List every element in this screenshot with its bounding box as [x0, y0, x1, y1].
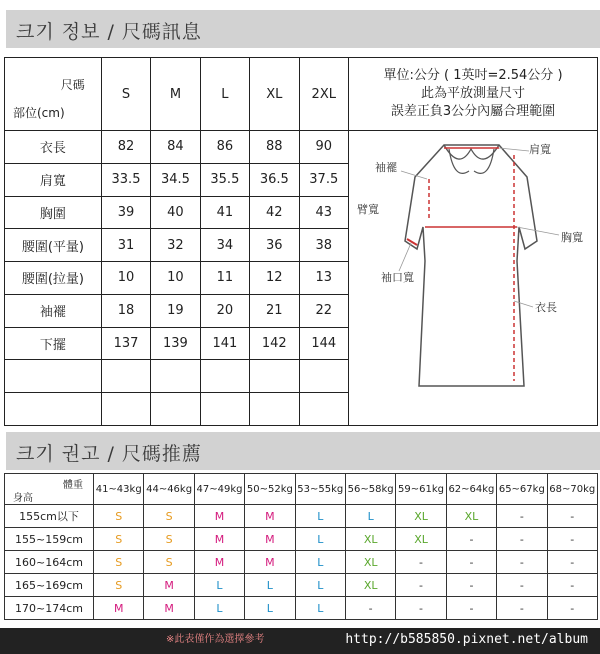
section-title: 크기 정보 / 尺碼訊息: [16, 21, 202, 43]
size-recommendation: -: [396, 551, 446, 574]
corner-weight-label: 體重: [63, 480, 83, 491]
size-recommendation: -: [446, 597, 496, 620]
length-leader: [514, 301, 533, 307]
corner-size-label: 尺碼: [60, 78, 85, 92]
collar: [444, 145, 499, 159]
size-recommendation: L: [295, 597, 345, 620]
part-label: 胸圍: [5, 196, 102, 229]
chest-label: 胸寬: [561, 231, 583, 244]
length-label: 衣長: [535, 301, 557, 314]
empty-cell: [5, 393, 102, 426]
size-recommendation: XL: [396, 528, 446, 551]
size-value: 32: [151, 229, 200, 262]
size-value: 35.5: [200, 163, 249, 196]
note-line: 單位:公分 ( 1英吋=2.54公分 ): [383, 68, 563, 83]
size-recommendation: XL: [345, 528, 395, 551]
size-recommendation: S: [144, 528, 194, 551]
size-recommendation: M: [144, 597, 194, 620]
size-value: 90: [299, 131, 348, 164]
size-recommendation: -: [547, 505, 597, 528]
size-header: L: [200, 58, 249, 131]
size-value: 41: [200, 196, 249, 229]
footer-note: ※此表僅作為選擇參考: [166, 634, 265, 645]
footer-bar: [0, 628, 600, 654]
size-recommendation: -: [497, 551, 547, 574]
empty-cell: [250, 360, 299, 393]
size-recommendation: M: [194, 505, 244, 528]
section-banner-size-info: [6, 10, 600, 48]
height-label: 170~174cm: [5, 597, 94, 620]
size-recommendation: -: [547, 528, 597, 551]
empty-cell: [200, 360, 249, 393]
size-value: 39: [101, 196, 150, 229]
garment-diagram-cell: [349, 131, 598, 426]
arm-label: 臂寬: [357, 203, 379, 216]
size-value: 86: [200, 131, 249, 164]
size-recommendation: L: [295, 505, 345, 528]
size-value: 33.5: [101, 163, 150, 196]
size-value: 137: [101, 327, 150, 360]
size-value: 139: [151, 327, 200, 360]
size-recommendation: S: [94, 574, 144, 597]
size-recommendation: -: [396, 574, 446, 597]
size-value: 36: [250, 229, 299, 262]
size-header: M: [151, 58, 200, 131]
corner-part-label: 部位(cm): [13, 106, 65, 120]
empty-cell: [101, 360, 150, 393]
size-recommend-table: [4, 473, 598, 620]
table-row: [5, 131, 598, 164]
size-value: 142: [250, 327, 299, 360]
empty-cell: [250, 393, 299, 426]
weight-header: 65~67kg: [497, 474, 547, 505]
size-value: 10: [151, 262, 200, 295]
size-recommendation: XL: [446, 505, 496, 528]
height-label: 155~159cm: [5, 528, 94, 551]
size-recommendation: -: [446, 528, 496, 551]
sleeve-label: 袖襬: [375, 161, 397, 174]
size-info-table: [4, 57, 598, 426]
empty-cell: [5, 360, 102, 393]
size-value: 19: [151, 294, 200, 327]
size-value: 34.5: [151, 163, 200, 196]
size-recommendation: L: [245, 574, 295, 597]
part-label: 腰圍(平量): [5, 229, 102, 262]
weight-header: 41~43kg: [94, 474, 144, 505]
empty-cell: [151, 393, 200, 426]
size-recommendation: S: [94, 528, 144, 551]
size-recommendation: L: [295, 528, 345, 551]
size-value: 13: [299, 262, 348, 295]
note-line: 誤差正負3公分內屬合理範圍: [390, 104, 556, 119]
corner-height-label: 身高: [13, 493, 33, 504]
size-value: 141: [200, 327, 249, 360]
measurement-note: [349, 58, 598, 131]
table-row: [5, 597, 598, 620]
size-recommendation: M: [144, 574, 194, 597]
size-recommendation: L: [345, 505, 395, 528]
size-recommendation: XL: [345, 551, 395, 574]
weight-header: 53~55kg: [295, 474, 345, 505]
part-label: 袖襬: [5, 294, 102, 327]
size-value: 20: [200, 294, 249, 327]
size-recommendation: -: [547, 597, 597, 620]
size-value: 11: [200, 262, 249, 295]
size-recommendation: -: [497, 505, 547, 528]
size-recommendation: M: [194, 528, 244, 551]
weight-header: 68~70kg: [547, 474, 597, 505]
size-recommendation: -: [497, 597, 547, 620]
section-banner-size-recommend: [6, 432, 600, 470]
empty-cell: [299, 393, 348, 426]
size-recommendation: S: [94, 551, 144, 574]
size-value: 21: [250, 294, 299, 327]
size-recommendation: L: [295, 551, 345, 574]
size-recommendation: M: [245, 551, 295, 574]
size-value: 40: [151, 196, 200, 229]
size-recommendation: S: [94, 505, 144, 528]
part-label: 腰圍(拉量): [5, 262, 102, 295]
size-recommendation: L: [295, 574, 345, 597]
table-row: [5, 574, 598, 597]
size-value: 18: [101, 294, 150, 327]
size-recommendation: -: [345, 597, 395, 620]
cuff-label: 袖口寬: [381, 271, 414, 284]
weight-header: 47~49kg: [194, 474, 244, 505]
size-value: 10: [101, 262, 150, 295]
size-recommendation: L: [194, 597, 244, 620]
section-title: 크기 권고 / 尺碼推薦: [16, 443, 202, 465]
weight-header: 62~64kg: [446, 474, 496, 505]
size-value: 36.5: [250, 163, 299, 196]
weight-header: 44~46kg: [144, 474, 194, 505]
size-value: 12: [250, 262, 299, 295]
size-value: 22: [299, 294, 348, 327]
size-value: 34: [200, 229, 249, 262]
size-recommendation: M: [245, 505, 295, 528]
weight-header: 59~61kg: [396, 474, 446, 505]
size-value: 88: [250, 131, 299, 164]
empty-cell: [200, 393, 249, 426]
size-recommendation: XL: [345, 574, 395, 597]
corner-cell: [5, 474, 94, 505]
size-recommendation: -: [446, 551, 496, 574]
corner-cell: [5, 58, 102, 131]
table-row: [5, 551, 598, 574]
size-recommendation: S: [144, 551, 194, 574]
size-recommendation: -: [547, 551, 597, 574]
size-value: 84: [151, 131, 200, 164]
collar-flap-right: [474, 149, 494, 173]
size-recommendation: -: [497, 528, 547, 551]
size-value: 82: [101, 131, 150, 164]
chest-leader: [517, 227, 559, 235]
collar-flap-left: [449, 149, 469, 173]
part-label: 肩寬: [5, 163, 102, 196]
size-value: 31: [101, 229, 150, 262]
size-recommendation: -: [547, 574, 597, 597]
size-recommendation: XL: [396, 505, 446, 528]
album-url[interactable]: http://b585850.pixnet.net/album: [345, 632, 588, 647]
size-header: XL: [250, 58, 299, 131]
shoulder-label: 肩寬: [529, 143, 551, 156]
part-label: 下擺: [5, 327, 102, 360]
size-recommendation: L: [245, 597, 295, 620]
height-label: 160~164cm: [5, 551, 94, 574]
empty-cell: [101, 393, 150, 426]
table-row: [5, 505, 598, 528]
table-row: [5, 528, 598, 551]
size-recommendation: M: [245, 528, 295, 551]
note-line: 此為平放測量尺寸: [420, 86, 525, 101]
size-value: 37.5: [299, 163, 348, 196]
size-recommendation: L: [194, 574, 244, 597]
sleeve-leader: [401, 171, 427, 179]
size-recommendation: S: [144, 505, 194, 528]
cuff-leader: [399, 243, 411, 271]
weight-header: 50~52kg: [245, 474, 295, 505]
dress-outline: [405, 145, 537, 386]
empty-cell: [151, 360, 200, 393]
size-recommendation: M: [94, 597, 144, 620]
size-recommendation: -: [497, 574, 547, 597]
size-recommendation: -: [446, 574, 496, 597]
size-value: 43: [299, 196, 348, 229]
size-value: 144: [299, 327, 348, 360]
empty-cell: [299, 360, 348, 393]
size-recommendation: M: [194, 551, 244, 574]
dress-diagram: [349, 131, 597, 421]
size-header: S: [101, 58, 150, 131]
weight-header: 56~58kg: [345, 474, 395, 505]
size-value: 38: [299, 229, 348, 262]
size-value: 42: [250, 196, 299, 229]
height-label: 165~169cm: [5, 574, 94, 597]
header-row: [5, 474, 598, 505]
height-label: 155cm以下: [5, 505, 94, 528]
size-recommendation: -: [396, 597, 446, 620]
part-label: 衣長: [5, 131, 102, 164]
header-row: [5, 58, 598, 131]
size-header: 2XL: [299, 58, 348, 131]
